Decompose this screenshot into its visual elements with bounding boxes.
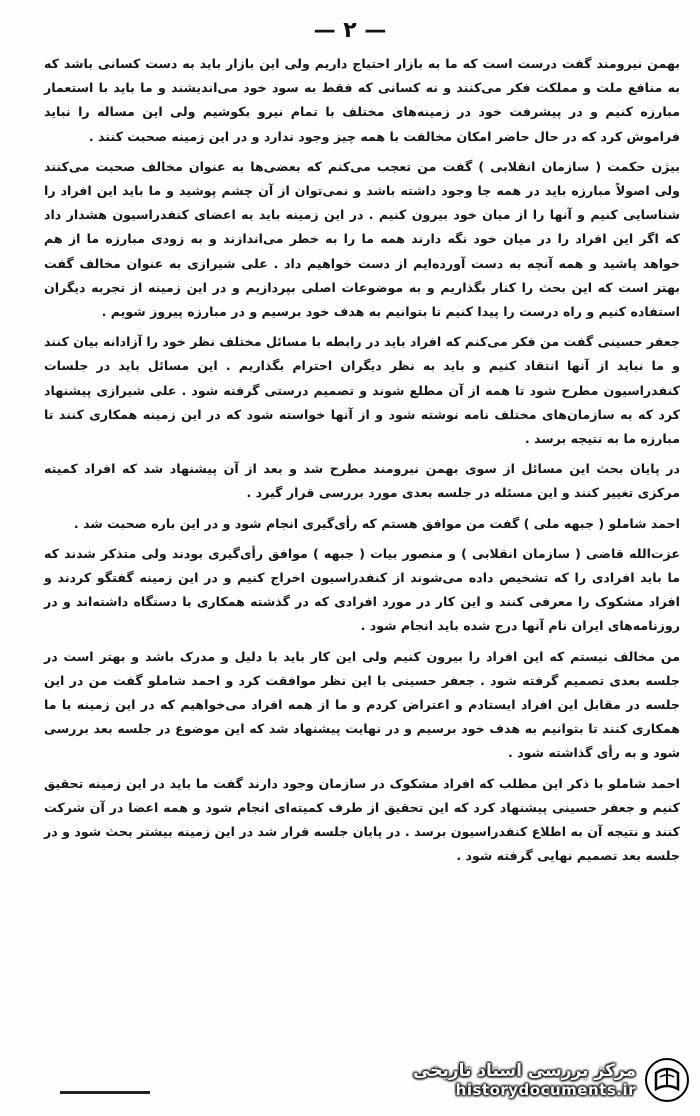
paragraph: جعفر حسینی گفت من فکر می‌کنم که افراد باید در رابطه با مسائل مختلف نظر خود را آزادانه بیان کنند و ما نباید از آنها انتقاد کنیم و باید به نظر دیگران احترام بگذاریم . این مسائل باید در جلسات کنفدراسیون مطرح شود تا همه از آن مطلع شوند و تصمیم درستی گرفته شود . علی شیرازی پیشنهاد کرد که به سازمان‌های مختلف نامه نوشته شود و از آنها خواسته شود که در این زمینه همکاری کنند تا مبارزه ما به نتیجه برسد .	[44, 334, 680, 447]
paragraph: احمد شاملو ( جبهه ملی ) گفت من موافق هستم که رأی‌گیری انجام شود و در این باره صحبت شد .	[73, 515, 680, 531]
document-body	[44, 52, 680, 869]
watermark-texts	[413, 1061, 636, 1099]
page-number: — ۲ —	[313, 18, 387, 43]
paragraph: در پایان بحث این مسائل از سوی بهمن نیرومند مطرح شد و بعد از آن پیشنهاد شد که افراد کمیته مرکزی تغییر کنند و این مسئله در جلسه بعدی مورد بررسی قرار گیرد .	[44, 461, 680, 501]
paragraph: بیژن حکمت ( سازمان انقلابی ) گفت من تعجب می‌کنم که بعضی‌ها به عنوان مخالف صحبت می‌کنند ولی اصولاً مبارزه باید در همه جا وجود داشته باشد و نمی‌توان از آن چشم پوشید و ما باید این افراد را شناسایی کنیم و آنها را از میان خود بیرون کنیم . در این زمینه باید به اعضای کنفدراسیون هشدار داد که اگر این افراد را در میان خود نگه دارند همه ما را به خطر می‌اندازند و به زودی مبارزه ما از هم خواهد پاشید و همه آنچه به دست آورده‌ایم از دست خواهیم داد . علی شیرازی به عنوان مخالف گفت بهتر است که این بحث را کنار بگذاریم و به موضوعات اصلی بپردازیم و در این زمینه از تجربه دیگران استفاده کنیم و راه درست را پیدا کنیم تا بتوانیم به هدف خود برسیم و در مبارزه پیروز شویم .	[44, 158, 680, 320]
paragraph: من مخالف نیستم که این افراد را بیرون کنیم ولی این کار باید با دلیل و مدرک باشد و بهتر است در جلسه بعدی تصمیم گرفته شود . جعفر حسینی با این نظر موافقت کرد و احمد شاملو گفت من در این جلسه در مقابل این افراد ایستادم و اعتراض کردم و ما از همه افراد می‌خواهیم که در این زمینه با ما همکاری کنند تا بتوانیم به هدف خود برسیم و در نهایت پیشنهاد شد که این موضوع در جلسه بعد بررسی شود و به رأی گذاشته شود .	[44, 648, 680, 761]
footer-rule	[60, 1091, 150, 1094]
watermark	[370, 1052, 690, 1108]
watermark-title: مرکز بررسی اسناد تاریخی	[413, 1061, 636, 1081]
paragraph: بهمن نیرومند گفت درست است که ما به بازار احتیاج داریم ولی این بازار باید به دست کسانی باشد که به منافع ملت و مملکت فکر می‌کنند و نه کسانی که فقط به سود خود می‌اندیشند و ما باید با استعمار مبارزه کنیم و در پیشرفت خود در زمینه‌های مختلف با تمام نیرو بکوشیم ولی این مساله را نباید فراموش کرد که در حال حاضر امکان مخالفت با همه چیز وجود ندارد و در این زمینه صحبت کنند .	[44, 56, 680, 144]
paragraph: احمد شاملو با ذکر این مطلب که افراد مشکوک در سازمان وجود دارند گفت ما باید در این زمینه تحقیق کنیم و جعفر حسینی پیشنهاد کرد که این تحقیق از طرف کمیته‌ای انجام شود و همه اعضا در آن شرکت کنند و نتیجه آن به اطلاع کنفدراسیون برسد . در پایان جلسه قرار شد در این زمینه بیشتر بحث شود و در جلسه بعد تصمیم نهایی گرفته شود .	[44, 775, 680, 864]
paragraph: عزت‌الله قاضی ( سازمان انقلابی ) و منصور بیات ( جبهه ) موافق رأی‌گیری بودند ولی متذکر شدند که ما باید افرادی را که تشخیص داده می‌شوند از کنفدراسیون اخراج کنیم و در این زمینه گفتگو کردند و افراد مشکوک را معرفی کنند و این کار در مورد افرادی که در گذشته همکاری با دستگاه داشته‌اند و در روزنامه‌های ایران نام آنها درج شده باید انجام شود .	[44, 545, 680, 634]
archive-logo-icon	[644, 1057, 690, 1103]
watermark-url: historydocuments.ir	[455, 1081, 636, 1099]
